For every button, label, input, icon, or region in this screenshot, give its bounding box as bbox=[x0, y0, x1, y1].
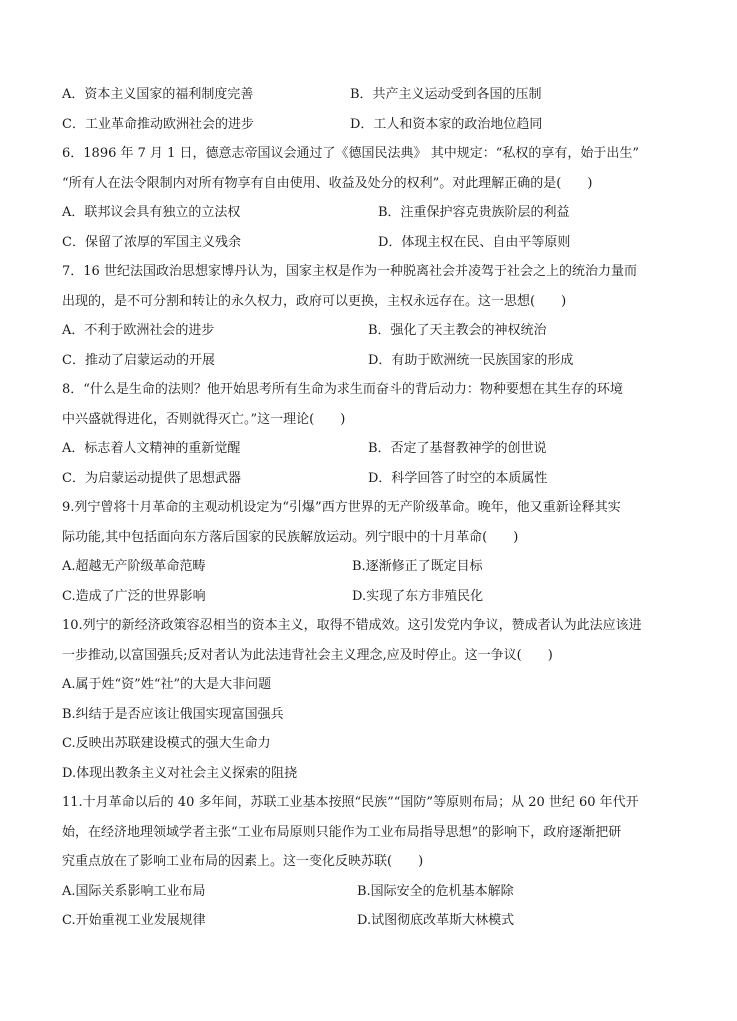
q7-option-d[interactable]: D．有助于欧洲统一民族国家的形成 bbox=[368, 352, 574, 368]
q11-stem-line-1: 11.十月革命以后的 40 多年间，苏联工业基本按照“民族”“国防”等原则布局；从 20 世纪 60 年代开 bbox=[62, 795, 639, 810]
q10-option-a[interactable]: A.属于姓“资”姓“社”的大是大非问题 bbox=[62, 677, 272, 692]
q5-option-d[interactable]: D．工人和资本家的政治地位趋同 bbox=[350, 116, 543, 132]
q6-options-row-2 bbox=[62, 228, 702, 258]
q9-stem-line-1: 9.列宁曾将十月革命的主观动机设定为“引爆”西方世界的无产阶级革命。晚年，他又重新诠释其实 bbox=[62, 500, 621, 515]
q7-stem bbox=[62, 257, 702, 316]
q7-option-b[interactable]: B．强化了天主教会的神权统治 bbox=[368, 323, 547, 338]
q8-option-a[interactable]: A．标志着人文精神的重新觉醒 bbox=[62, 441, 241, 456]
q5-option-a[interactable]: A．资本主义国家的福利制度完善 bbox=[62, 87, 254, 102]
q11-stem-line-3: 究重点放在了影响工业布局的因素上。这一变化反映苏联( ) bbox=[62, 854, 424, 869]
q7-stem-line-2: 出现的，是不可分割和转让的永久权力，政府可以更换，主权永远存在。这一思想( ) bbox=[62, 293, 567, 309]
q11-options-row-1 bbox=[62, 877, 702, 907]
q11-option-d[interactable]: D.试图彻底改革斯大林模式 bbox=[357, 913, 515, 928]
q6-option-d[interactable]: D．体现主权在民、自由平等原则 bbox=[378, 234, 571, 250]
q7-stem-line-1: 7．16 世纪法国政治思想家博丹认为，国家主权是作为一种脱离社会并凌驾于社会之上的统治力量而 bbox=[62, 264, 637, 279]
q6-option-b[interactable]: B．注重保护容克贵族阶层的利益 bbox=[378, 205, 570, 220]
q5-options-row-2 bbox=[62, 110, 702, 140]
q10-option-d[interactable]: D.体现出教条主义对社会主义探索的阻挠 bbox=[62, 765, 298, 781]
q8-stem-line-2: 中兴盛就得进化，否则就得灭亡。”这一理论( ) bbox=[62, 411, 346, 427]
q9-option-b[interactable]: B.逐渐修正了既定目标 bbox=[352, 559, 483, 574]
q7-option-c[interactable]: C．推动了启蒙运动的开展 bbox=[62, 352, 215, 368]
q8-option-d[interactable]: D．科学回答了时空的本质属性 bbox=[368, 470, 548, 486]
q11-option-b[interactable]: B.国际安全的危机基本解除 bbox=[357, 883, 514, 899]
q6-option-c[interactable]: C．保留了浓厚的军国主义残余 bbox=[62, 234, 241, 250]
q9-option-c[interactable]: C.造成了广泛的世界影响 bbox=[62, 588, 206, 604]
q9-options-row-1 bbox=[62, 552, 702, 582]
q10-stem-line-1: 10.列宁的新经济政策容忍相当的资本主义，取得不错成效。这引发党内争议，赞成者认为此法应该进 bbox=[62, 618, 642, 633]
exam-page bbox=[62, 80, 702, 936]
q8-stem-line-1: 8．“什么是生命的法则？他开始思考所有生命为求生而奋斗的背后动力：物种要想在其生存的环境 bbox=[62, 382, 623, 397]
q11-option-a[interactable]: A.国际关系影响工业布局 bbox=[62, 883, 206, 899]
q5-option-c[interactable]: C．工业革命推动欧洲社会的进步 bbox=[62, 116, 254, 132]
q5-options-row-1 bbox=[62, 80, 702, 110]
q6-option-a[interactable]: A．联邦议会具有独立的立法权 bbox=[62, 205, 241, 220]
q8-stem bbox=[62, 375, 702, 434]
q9-option-a[interactable]: A.超越无产阶级革命范畴 bbox=[62, 559, 206, 574]
q9-options-row-2 bbox=[62, 582, 702, 612]
q5-option-b[interactable]: B．共产主义运动受到各国的压制 bbox=[350, 87, 542, 102]
q6-options-row-1 bbox=[62, 198, 702, 228]
q7-options-row-2 bbox=[62, 346, 702, 376]
q11-option-c[interactable]: C.开始重视工业发展规律 bbox=[62, 913, 206, 928]
q9-option-d[interactable]: D.实现了东方非殖民化 bbox=[352, 588, 484, 604]
q11-stem-line-2: 始，在经济地理领域学者主张“工业布局原则只能作为工业布局指导思想”的影响下，政府逐渐把研 bbox=[62, 824, 622, 840]
q10-stem bbox=[62, 611, 702, 670]
q9-stem bbox=[62, 493, 702, 552]
q6-stem-line-2: “所有人在法令限制内对所有物享有自由使用、收益及处分的权利”。对此理解正确的是( ) bbox=[62, 175, 593, 191]
q8-options-row-1 bbox=[62, 434, 702, 464]
q6-stem-line-1: 6．1896 年 7 月 1 日，德意志帝国议会通过了《德国民法典》 其中规定：“私权的享有，始于出生” bbox=[62, 146, 639, 161]
q6-stem bbox=[62, 139, 702, 198]
q9-stem-line-2: 际功能,其中包括面向东方落后国家的民族解放运动。列宁眼中的十月革命( ) bbox=[62, 529, 519, 545]
q7-options-row-1 bbox=[62, 316, 702, 346]
q11-options-row-2 bbox=[62, 906, 702, 936]
q11-stem bbox=[62, 788, 702, 877]
q10-option-c[interactable]: C.反映出苏联建设模式的强大生命力 bbox=[62, 736, 271, 751]
q10-option-b[interactable]: B.纠结于是否应该让俄国实现富国强兵 bbox=[62, 706, 284, 722]
q7-option-a[interactable]: A．不利于欧洲社会的进步 bbox=[62, 323, 215, 338]
q10-stem-line-2: 一步推动,以富国强兵;反对者认为此法违背社会主义理念,应及时停止。这一争议( ) bbox=[62, 647, 553, 663]
q8-option-c[interactable]: C．为启蒙运动提供了思想武器 bbox=[62, 470, 241, 486]
q8-option-b[interactable]: B．否定了基督教神学的创世说 bbox=[368, 441, 547, 456]
q8-options-row-2 bbox=[62, 464, 702, 494]
